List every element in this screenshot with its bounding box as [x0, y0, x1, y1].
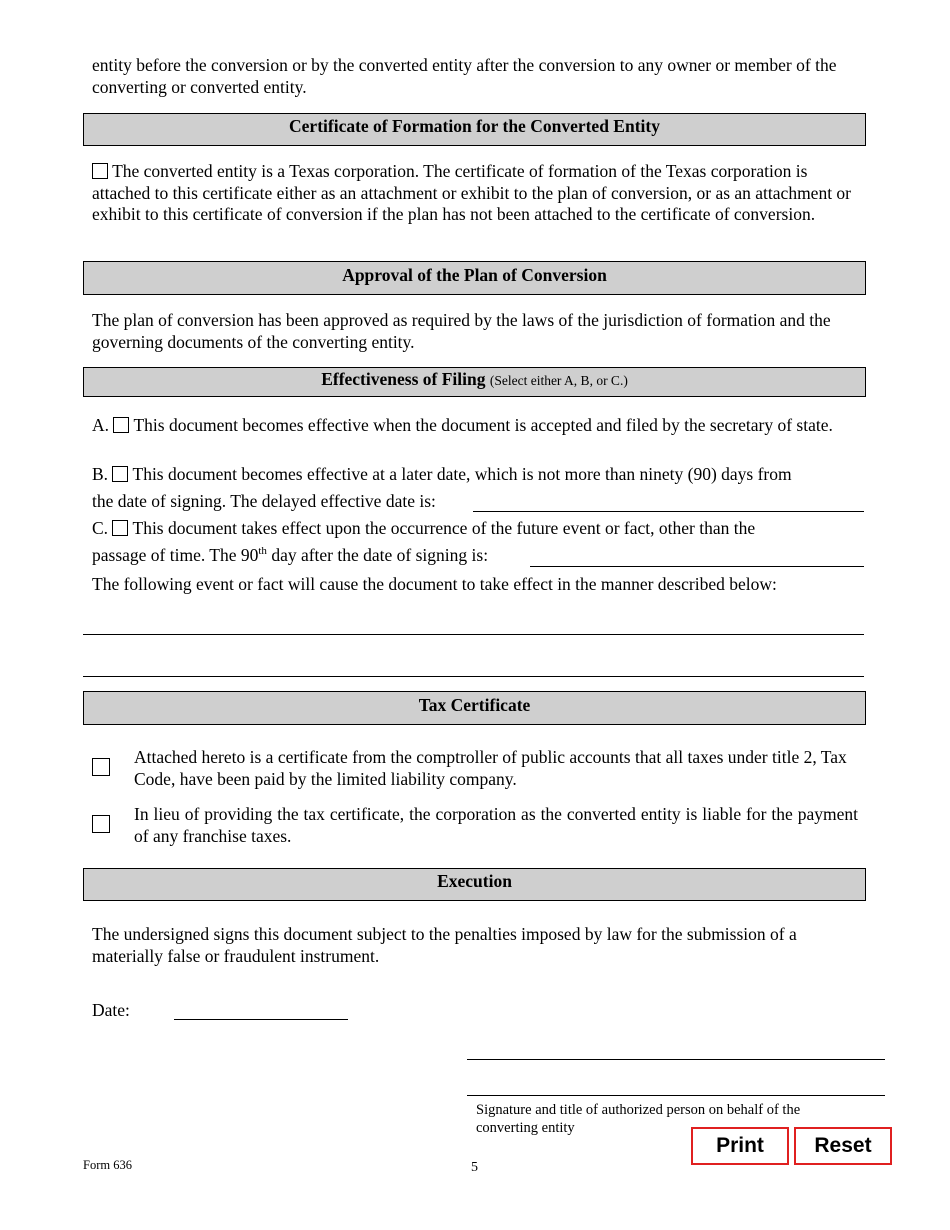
section-heading-effectiveness — [83, 367, 866, 397]
signature-field[interactable] — [467, 1041, 885, 1060]
option-c-text-line2-pre: passage of time. The 90 — [92, 545, 259, 565]
form-number: Form 636 — [83, 1158, 132, 1172]
execution-paragraph: The undersigned signs this document subject to the penalties imposed by law for the submission of a materially false or fraudulent instrument. — [92, 924, 797, 966]
option-a-text: This document becomes effective when the document is accepted and filed by the secretary of state. — [133, 415, 833, 435]
option-b-text-line2: the date of signing. The delayed effective date is: — [92, 491, 436, 511]
signature-caption: Signature and title of authorized person on behalf of the converting entity — [476, 1102, 801, 1136]
event-description-field-1[interactable] — [83, 616, 864, 635]
tax-certificate-attached-checkbox[interactable] — [92, 758, 110, 776]
option-b-line1 — [92, 464, 867, 486]
option-c-letter: C. — [92, 518, 109, 538]
delayed-effective-date-field[interactable] — [473, 493, 864, 512]
option-c-checkbox[interactable] — [112, 520, 128, 536]
tax-certificate-attached-text: Attached hereto is a certificate from the comptroller of public accounts that all taxes under title 2, Tax Code, have been paid by the limited liability company. — [134, 747, 847, 789]
option-c-superscript: th — [258, 545, 267, 557]
option-b-letter: B. — [92, 464, 109, 484]
texas-corporation-checkbox[interactable] — [92, 163, 108, 179]
section-heading-execution: Execution — [83, 868, 866, 901]
event-description-label: The following event or fact will cause the document to take effect in the manner described below: — [92, 574, 777, 594]
franchise-tax-liable-checkbox[interactable] — [92, 815, 110, 833]
section-heading-certificate-formation: Certificate of Formation for the Converted Entity — [83, 113, 866, 146]
page-number: 5 — [471, 1160, 478, 1175]
ninetieth-day-date-field[interactable] — [530, 548, 864, 567]
certificate-formation-text: The converted entity is a Texas corporation. The certificate of formation of the Texas corporation is attached to this certificate either as an attachment or exhibit to the plan of conversion, or as an attachment or exhibit to this certificate of conversion if the plan has not been attached to the certificate of conversion. — [92, 161, 852, 224]
effectiveness-heading-note: (Select either A, B, or C.) — [489, 373, 628, 388]
option-a-letter: A. — [92, 415, 110, 435]
option-b-checkbox[interactable] — [112, 466, 128, 482]
reset-button[interactable]: Reset — [794, 1127, 892, 1165]
franchise-tax-liable-text: In lieu of providing the tax certificate, the corporation as the converted entity is liable for the payment of any franchise taxes. — [134, 804, 858, 846]
section-heading-approval: Approval of the Plan of Conversion — [83, 261, 866, 295]
option-b-text-line1: This document becomes effective at a later date, which is not more than ninety (90) days from — [132, 464, 792, 484]
approval-paragraph: The plan of conversion has been approved as required by the laws of the jurisdiction of formation and the governing documents of the converting entity. — [92, 310, 831, 352]
option-c-line2 — [92, 545, 488, 567]
signer-title-field[interactable] — [467, 1077, 885, 1096]
execution-date-field[interactable] — [174, 1001, 348, 1020]
option-a-checkbox[interactable] — [113, 417, 129, 433]
option-c-line1 — [92, 518, 867, 540]
print-button[interactable]: Print — [691, 1127, 789, 1165]
intro-paragraph: entity before the conversion or by the converted entity after the conversion to any owner or member of the converting or converted entity. — [92, 55, 837, 97]
certificate-formation-block — [92, 161, 864, 226]
option-a-block — [92, 415, 862, 437]
effectiveness-heading-title: Effectiveness of Filing — [321, 369, 486, 389]
event-description-field-2[interactable] — [83, 658, 864, 677]
option-c-text-line2-post: day after the date of signing is: — [266, 545, 489, 565]
section-heading-tax-certificate: Tax Certificate — [83, 691, 866, 725]
option-c-text-line1: This document takes effect upon the occurrence of the future event or fact, other than the — [132, 518, 756, 538]
date-label: Date: — [92, 1000, 130, 1020]
